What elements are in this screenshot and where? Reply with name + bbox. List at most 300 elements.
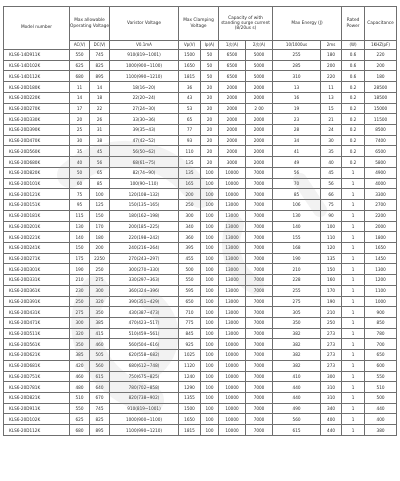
clamping-vp-cell: 93: [179, 135, 201, 146]
ac-voltage-cell: 550: [70, 50, 90, 61]
varistor-voltage-cell: 430(387~473): [110, 307, 179, 318]
energy-10-1000us-cell: 305: [273, 307, 321, 318]
ac-voltage-cell: 385: [70, 350, 90, 361]
clamping-ip-cell: 100: [201, 371, 219, 382]
rated-power-cell: 1: [342, 253, 365, 264]
energy-2ms-cell: 200: [321, 60, 342, 71]
energy-10-1000us-cell: 228: [273, 275, 321, 286]
varistor-voltage-cell: 1000(900~1100): [110, 60, 179, 71]
capacitance-cell: 600: [365, 360, 397, 371]
capacitance-header: Capacitance: [365, 7, 397, 41]
dc-voltage-cell: 670: [90, 393, 110, 404]
varistor-voltage-cell: 620(558~682): [110, 350, 179, 361]
dc-voltage-cell: 825: [90, 414, 110, 425]
energy-2ms-cell: 75: [321, 200, 342, 211]
energy-10-1000us-cell: 34: [273, 135, 321, 146]
clamping-vp-cell: 650: [179, 296, 201, 307]
energy-10-1000us-cell: 23: [273, 114, 321, 125]
energy-2ms-cell: 56: [321, 178, 342, 189]
unit-energy-2ms: 2ms: [321, 41, 342, 50]
table-row: [4, 82, 397, 93]
model-number-cell: KLS6-20D621K: [4, 350, 70, 361]
surge-once-cell: 10000: [219, 167, 246, 178]
ac-voltage-cell: 625: [70, 60, 90, 71]
surge-twice-cell: 7000: [246, 307, 273, 318]
rated-power-cell: 1: [342, 275, 365, 286]
surge-once-cell: 10000: [219, 360, 246, 371]
clamping-ip-cell: 50: [201, 60, 219, 71]
table-row: [4, 232, 397, 243]
rated-power-cell: 1: [342, 264, 365, 275]
ac-voltage-cell: 350: [70, 339, 90, 350]
rated-power-cell: 1: [342, 242, 365, 253]
clamping-ip-cell: 100: [201, 210, 219, 221]
ac-voltage-cell: 30: [70, 135, 90, 146]
clamping-ip-cell: 20: [201, 103, 219, 114]
rated-power-cell: 0.2: [342, 135, 365, 146]
energy-10-1000us-cell: 28: [273, 125, 321, 136]
surge-once-cell: 2000: [219, 82, 246, 93]
clamping-ip-cell: 50: [201, 50, 219, 61]
capacitance-cell: 2200: [365, 210, 397, 221]
clamping-vp-cell: 1290: [179, 382, 201, 393]
clamping-vp-cell: 925: [179, 339, 201, 350]
model-number-cell: KLS6-20D821K: [4, 393, 70, 404]
ac-voltage-cell: 40: [70, 157, 90, 168]
rated-power-cell: 1: [342, 296, 365, 307]
clamping-ip-cell: 20: [201, 82, 219, 93]
surge-twice-cell: 7000: [246, 275, 273, 286]
table-row: [4, 210, 397, 221]
rated-power-cell: 0.2: [342, 157, 365, 168]
surge-twice-cell: 2000: [246, 114, 273, 125]
table-row: [4, 71, 397, 82]
surge-once-cell: 13000: [219, 296, 246, 307]
clamping-ip-cell: 100: [201, 189, 219, 200]
ac-voltage-cell: 14: [70, 92, 90, 103]
capacitance-cell: 440: [365, 403, 397, 414]
table-row: [4, 189, 397, 200]
table-row: [4, 242, 397, 253]
surge-twice-cell: 7000: [246, 371, 273, 382]
energy-10-1000us-cell: 13: [273, 82, 321, 93]
clamping-vp-cell: 550: [179, 275, 201, 286]
energy-2ms-cell: 250: [321, 317, 342, 328]
energy-10-1000us-cell: 49: [273, 157, 321, 168]
energy-10-1000us-cell: 16: [273, 92, 321, 103]
varistor-voltage-cell: 750(675~825): [110, 371, 179, 382]
rated-power-cell: 1: [342, 285, 365, 296]
energy-2ms-cell: 35: [321, 146, 342, 157]
surge-once-cell: 13000: [219, 221, 246, 232]
ac-voltage-cell: 250: [70, 296, 90, 307]
capacitance-cell: 5800: [365, 157, 397, 168]
energy-2ms-cell: 310: [321, 393, 342, 404]
surge-once-cell: 2000: [219, 114, 246, 125]
model-number-cell: KLS6-20D781K: [4, 382, 70, 393]
clamping-vp-cell: 1355: [179, 393, 201, 404]
rated-power-cell: 1: [342, 403, 365, 414]
model-number-cell: KLS6-20D241K: [4, 242, 70, 253]
model-number-cell: KLS6-20D330K: [4, 114, 70, 125]
surge-twice-cell: 5000: [246, 50, 273, 61]
ac-voltage-cell: 190: [70, 264, 90, 275]
model-number-cell: KLS6-20D102K: [4, 414, 70, 425]
clamping-ip-cell: 100: [201, 296, 219, 307]
unit-v01ma: V0.1mA: [110, 41, 179, 50]
energy-10-1000us-cell: 210: [273, 264, 321, 275]
energy-2ms-cell: 45: [321, 167, 342, 178]
max-operating-voltage-header: Max allowable Operating Voltage: [70, 7, 110, 41]
energy-2ms-cell: 310: [321, 382, 342, 393]
varistor-voltage-cell: 120(108~132): [110, 189, 179, 200]
clamping-vp-cell: 845: [179, 328, 201, 339]
clamping-ip-cell: 100: [201, 200, 219, 211]
surge-once-cell: 10000: [219, 393, 246, 404]
ac-voltage-cell: 115: [70, 210, 90, 221]
energy-2ms-cell: 11: [321, 82, 342, 93]
dc-voltage-cell: 615: [90, 371, 110, 382]
model-number-cell: KLS6-20D390K: [4, 125, 70, 136]
dc-voltage-cell: 2250: [90, 253, 110, 264]
clamping-vp-cell: 65: [179, 114, 201, 125]
rated-power-cell: 1: [342, 382, 365, 393]
energy-2ms-cell: 273: [321, 339, 342, 350]
unit-watt: (W): [342, 41, 365, 50]
capacitance-cell: 510: [365, 382, 397, 393]
clamping-ip-cell: 20: [201, 92, 219, 103]
energy-2ms-cell: 210: [321, 307, 342, 318]
energy-10-1000us-cell: 310: [273, 71, 321, 82]
rated-power-cell: 1: [342, 414, 365, 425]
surge-twice-cell: 7000: [246, 317, 273, 328]
ac-voltage-cell: 510: [70, 393, 90, 404]
varistor-voltage-cell: 1100(990~1210): [110, 425, 179, 436]
rated-power-cell: 1: [342, 339, 365, 350]
energy-2ms-cell: 110: [321, 232, 342, 243]
capacitance-cell: 2700: [365, 200, 397, 211]
rated-power-cell: 0.6: [342, 60, 365, 71]
ac-voltage-cell: 460: [70, 371, 90, 382]
capacitance-cell: 700: [365, 339, 397, 350]
clamping-ip-cell: 100: [201, 360, 219, 371]
table-row: [4, 221, 397, 232]
table-row: [4, 328, 397, 339]
model-number-cell: KLS6-20D361K: [4, 285, 70, 296]
clamping-vp-cell: 135: [179, 157, 201, 168]
surge-twice-cell: 7000: [246, 189, 273, 200]
model-number-cell: KLS6-20D112K: [4, 425, 70, 436]
table-row: [4, 339, 397, 350]
clamping-ip-cell: 100: [201, 382, 219, 393]
ac-voltage-cell: 35: [70, 146, 90, 157]
clamping-vp-cell: 1500: [179, 403, 201, 414]
energy-10-1000us-cell: 70: [273, 178, 321, 189]
rated-power-cell: 1: [342, 360, 365, 371]
dc-voltage-cell: 385: [90, 317, 110, 328]
clamping-vp-cell: 1815: [179, 71, 201, 82]
rated-power-cell: 0.2: [342, 82, 365, 93]
model-number-cell: KLS6-20D561K: [4, 339, 70, 350]
surge-twice-cell: 5000: [246, 71, 273, 82]
energy-10-1000us-cell: 615: [273, 425, 321, 436]
model-number-cell: KLS6-20D681K: [4, 360, 70, 371]
energy-10-1000us-cell: 168: [273, 242, 321, 253]
spec-table-body: [4, 50, 397, 436]
ac-voltage-cell: 480: [70, 382, 90, 393]
energy-10-1000us-cell: 130: [273, 210, 321, 221]
surge-once-cell: 13000: [219, 210, 246, 221]
unit-pf: 1KHZ(pF): [365, 41, 397, 50]
rated-power-cell: 1: [342, 317, 365, 328]
rated-power-cell: 1: [342, 307, 365, 318]
clamping-vp-cell: 360: [179, 232, 201, 243]
capacitance-cell: 650: [365, 350, 397, 361]
ac-voltage-cell: 625: [70, 414, 90, 425]
clamping-vp-cell: 53: [179, 103, 201, 114]
table-row: [4, 103, 397, 114]
table-row: [4, 275, 397, 286]
dc-voltage-cell: 18: [90, 92, 110, 103]
unit-surge-twice: 2次(A): [246, 41, 273, 50]
surge-twice-cell: 2000: [246, 92, 273, 103]
clamping-vp-cell: 775: [179, 317, 201, 328]
energy-2ms-cell: 15: [321, 103, 342, 114]
clamping-vp-cell: 595: [179, 285, 201, 296]
surge-once-cell: 13000: [219, 285, 246, 296]
varistor-voltage-cell: 150(135~165): [110, 200, 179, 211]
model-number-cell: KLS6-20D121K: [4, 189, 70, 200]
table-row: [4, 403, 397, 414]
energy-2ms-cell: 273: [321, 350, 342, 361]
rated-power-cell: 1: [342, 210, 365, 221]
varistor-voltage-cell: 270(243~297): [110, 253, 179, 264]
surge-twice-cell: 7000: [246, 253, 273, 264]
rated-power-cell: 1: [342, 221, 365, 232]
surge-twice-cell: 5000: [246, 60, 273, 71]
surge-once-cell: 10000: [219, 371, 246, 382]
surge-twice-cell: 2000: [246, 146, 273, 157]
varistor-voltage-cell: 680(612~748): [110, 360, 179, 371]
varistor-voltage-cell: 390(351~429): [110, 296, 179, 307]
surge-once-cell: 13000: [219, 232, 246, 243]
surge-twice-cell: 7000: [246, 178, 273, 189]
varistor-voltage-cell: 300(270~330): [110, 264, 179, 275]
clamping-vp-cell: 340: [179, 221, 201, 232]
model-number-cell: KLS6-20D470K: [4, 135, 70, 146]
surge-once-cell: 13000: [219, 264, 246, 275]
table-row: [4, 414, 397, 425]
model-number-cell: KLS6-14D112K: [4, 71, 70, 82]
capacitance-cell: 200: [365, 60, 397, 71]
surge-twice-cell: 7000: [246, 350, 273, 361]
energy-2ms-cell: 90: [321, 210, 342, 221]
clamping-ip-cell: 100: [201, 307, 219, 318]
clamping-vp-cell: 395: [179, 242, 201, 253]
rated-power-cell: 1: [342, 200, 365, 211]
surge-once-cell: 10000: [219, 350, 246, 361]
varistor-spec-table: [3, 6, 397, 436]
clamping-vp-cell: 250: [179, 200, 201, 211]
ac-voltage-cell: 680: [70, 71, 90, 82]
table-row: [4, 125, 397, 136]
surge-twice-cell: 7000: [246, 403, 273, 414]
surge-twice-cell: 2000: [246, 125, 273, 136]
dc-voltage-cell: 31: [90, 125, 110, 136]
table-row: [4, 371, 397, 382]
varistor-voltage-cell: 510(459~561): [110, 328, 179, 339]
table-row: [4, 350, 397, 361]
capacitance-cell: 2000: [365, 221, 397, 232]
varistor-voltage-cell: 18(16~20): [110, 82, 179, 93]
model-number-cell: KLS6-20D471K: [4, 317, 70, 328]
table-row: [4, 264, 397, 275]
energy-2ms-cell: 340: [321, 403, 342, 414]
dc-voltage-cell: 180: [90, 232, 110, 243]
clamping-ip-cell: 100: [201, 425, 219, 436]
dc-voltage-cell: 895: [90, 425, 110, 436]
dc-voltage-cell: 745: [90, 403, 110, 414]
varistor-voltage-cell: 910(819~1001): [110, 403, 179, 414]
dc-voltage-cell: 300: [90, 285, 110, 296]
surge-twice-cell: 2000: [246, 82, 273, 93]
energy-10-1000us-cell: 440: [273, 382, 321, 393]
dc-voltage-cell: 14: [90, 82, 110, 93]
varistor-voltage-cell: 22(20~24): [110, 92, 179, 103]
surge-once-cell: 13000: [219, 253, 246, 264]
table-row: [4, 425, 397, 436]
energy-2ms-cell: 190: [321, 296, 342, 307]
energy-2ms-cell: 24: [321, 125, 342, 136]
capacitance-cell: 500: [365, 393, 397, 404]
capacitance-cell: 28500: [365, 82, 397, 93]
ac-voltage-cell: 50: [70, 167, 90, 178]
capacitance-cell: 7400: [365, 135, 397, 146]
dc-voltage-cell: 22: [90, 103, 110, 114]
dc-voltage-cell: 200: [90, 242, 110, 253]
energy-10-1000us-cell: 382: [273, 339, 321, 350]
capacitance-cell: 6500: [365, 146, 397, 157]
energy-10-1000us-cell: 275: [273, 296, 321, 307]
capacitance-cell: 1200: [365, 275, 397, 286]
energy-10-1000us-cell: 410: [273, 371, 321, 382]
energy-10-1000us-cell: 382: [273, 328, 321, 339]
capacitance-cell: 4000: [365, 178, 397, 189]
energy-2ms-cell: 273: [321, 360, 342, 371]
model-number-cell: KLS6-20D911K: [4, 403, 70, 414]
clamping-ip-cell: 20: [201, 114, 219, 125]
surge-once-cell: 6500: [219, 60, 246, 71]
capacitance-cell: 900: [365, 307, 397, 318]
ac-voltage-cell: 95: [70, 200, 90, 211]
table-row: [4, 200, 397, 211]
capacitance-cell: 11500: [365, 114, 397, 125]
clamping-vp-cell: 1815: [179, 425, 201, 436]
surge-twice-cell: 2000: [246, 135, 273, 146]
energy-10-1000us-cell: 382: [273, 360, 321, 371]
varistor-voltage-cell: 910(819~1001): [110, 50, 179, 61]
varistor-voltage-cell: 47(42~52): [110, 135, 179, 146]
table-row: [4, 296, 397, 307]
model-number-header: Model number: [4, 7, 70, 50]
surge-once-cell: 13000: [219, 200, 246, 211]
clamping-ip-cell: 100: [201, 414, 219, 425]
surge-once-cell: 10000: [219, 403, 246, 414]
ac-voltage-cell: 20: [70, 114, 90, 125]
clamping-ip-cell: 100: [201, 393, 219, 404]
surge-twice-cell: 2 00: [246, 103, 273, 114]
capacitance-cell: 220: [365, 50, 397, 61]
ac-voltage-cell: 550: [70, 403, 90, 414]
capacitance-cell: 1100: [365, 285, 397, 296]
ac-voltage-cell: 210: [70, 275, 90, 286]
dc-voltage-cell: 100: [90, 189, 110, 200]
energy-2ms-cell: 66: [321, 189, 342, 200]
model-number-cell: KLS6-14D911K: [4, 50, 70, 61]
rated-power-header: Rated Power: [342, 7, 365, 41]
clamping-ip-cell: 100: [201, 350, 219, 361]
capacitance-cell: 15000: [365, 103, 397, 114]
energy-2ms-cell: 220: [321, 71, 342, 82]
dc-voltage-cell: 170: [90, 221, 110, 232]
energy-10-1000us-cell: 490: [273, 403, 321, 414]
max-energy-header: Max Energy (J): [273, 7, 342, 41]
energy-2ms-cell: 135: [321, 253, 342, 264]
varistor-voltage-cell: 560(504~616): [110, 339, 179, 350]
energy-10-1000us-cell: 255: [273, 50, 321, 61]
dc-voltage-cell: 745: [90, 50, 110, 61]
dc-voltage-cell: 26: [90, 114, 110, 125]
surge-twice-cell: 7000: [246, 296, 273, 307]
capacitance-cell: 180: [365, 71, 397, 82]
dc-voltage-cell: 895: [90, 71, 110, 82]
ac-voltage-cell: 175: [70, 253, 90, 264]
energy-2ms-cell: 120: [321, 242, 342, 253]
varistor-voltage-cell: 820(738~902): [110, 393, 179, 404]
clamping-ip-cell: 20: [201, 135, 219, 146]
surge-once-cell: 10000: [219, 382, 246, 393]
surge-once-cell: 13000: [219, 328, 246, 339]
capacitance-cell: 8500: [365, 125, 397, 136]
table-row: [4, 60, 397, 71]
model-number-cell: KLS6-20D201K: [4, 221, 70, 232]
unit-dc-v: DC(V): [90, 41, 110, 50]
varistor-voltage-cell: 100(90~110): [110, 178, 179, 189]
varistor-voltage-cell: 780(702~858): [110, 382, 179, 393]
capacitance-cell: 1800: [365, 232, 397, 243]
energy-2ms-cell: 13: [321, 92, 342, 103]
varistor-voltage-cell: 33(30~36): [110, 114, 179, 125]
capacitance-cell: 1300: [365, 264, 397, 275]
clamping-vp-cell: 1650: [179, 414, 201, 425]
surge-once-cell: 3000: [219, 157, 246, 168]
dc-voltage-cell: 460: [90, 339, 110, 350]
model-number-cell: KLS6-20D560K: [4, 146, 70, 157]
capacitance-cell: 380: [365, 425, 397, 436]
table-row: [4, 285, 397, 296]
ac-voltage-cell: 25: [70, 125, 90, 136]
clamping-ip-cell: 100: [201, 317, 219, 328]
clamping-vp-cell: 1240: [179, 371, 201, 382]
clamping-ip-cell: 100: [201, 221, 219, 232]
ac-voltage-cell: 230: [70, 285, 90, 296]
clamping-ip-cell: 100: [201, 167, 219, 178]
ac-voltage-cell: 275: [70, 307, 90, 318]
model-number-cell: KLS6-20D301K: [4, 264, 70, 275]
rated-power-cell: 0.2: [342, 103, 365, 114]
surge-once-cell: 6500: [219, 50, 246, 61]
energy-2ms-cell: 300: [321, 371, 342, 382]
